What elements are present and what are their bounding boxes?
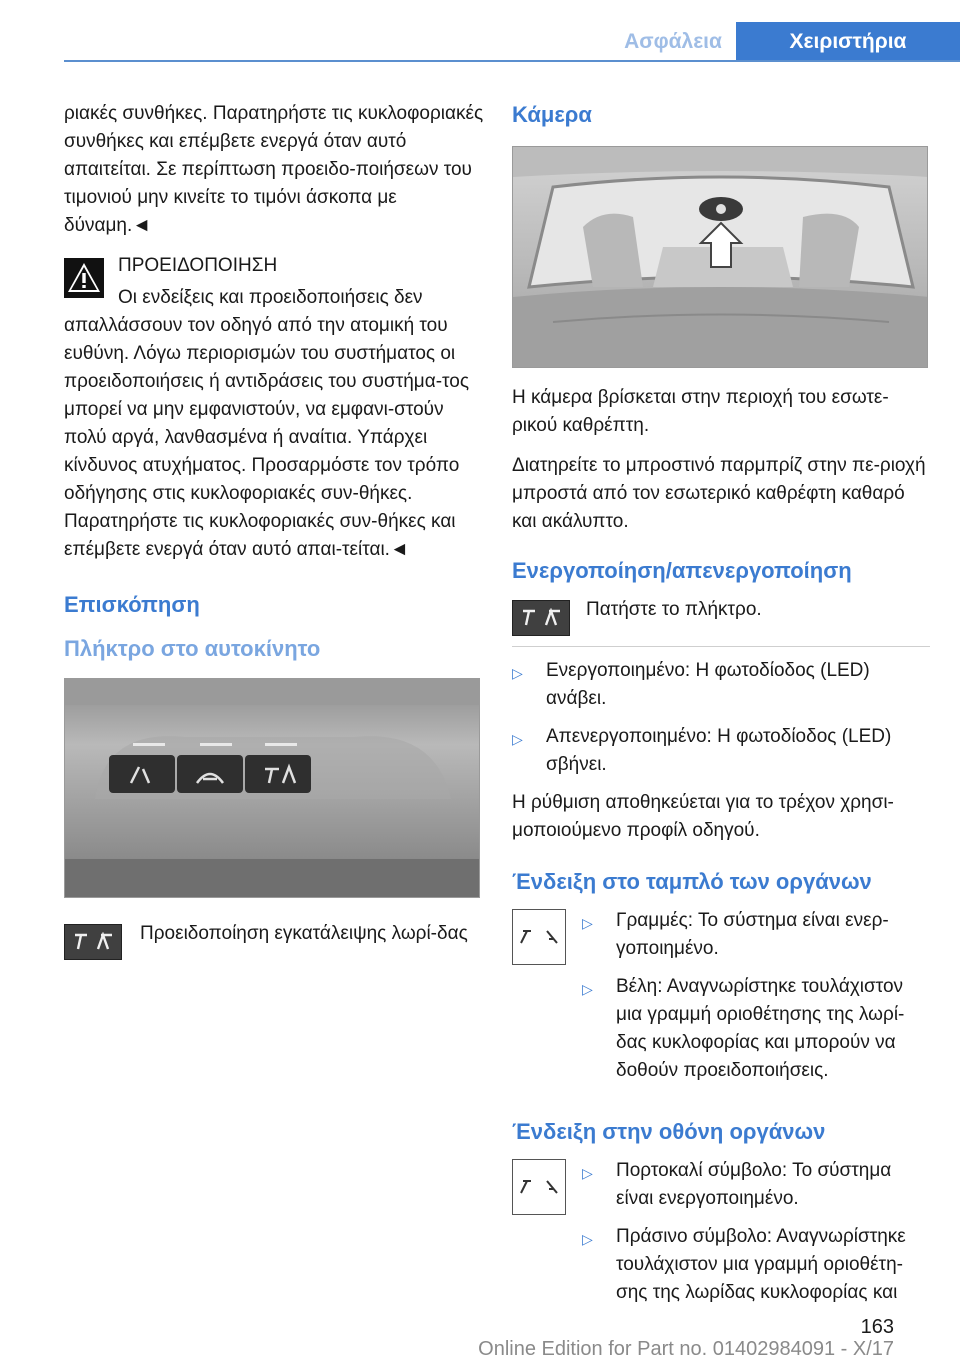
button-panel-photo xyxy=(64,678,480,898)
lane-lines-icon xyxy=(512,909,566,965)
camera-location-text: Η κάμερα βρίσκεται στην περιοχή του εσωτε-ρικού καθρέπτη. xyxy=(512,387,889,436)
bullet-arrows xyxy=(582,973,930,1085)
tab-controls[interactable]: Χειριστήρια xyxy=(736,22,960,62)
lane-departure-button-icon-small xyxy=(512,600,570,636)
button-panel-illustration xyxy=(65,679,480,898)
heading-camera: Κάμερα xyxy=(512,102,592,127)
bullet-activated xyxy=(512,657,930,713)
bullet-text: Πορτοκαλί σύμβολο: Το σύστημα είναι ενεργοποιημένο. xyxy=(616,1160,892,1209)
warning-block xyxy=(64,252,484,564)
warning-triangle-icon xyxy=(64,258,104,298)
bullet-green-symbol xyxy=(582,1223,930,1307)
heading-overview: Επισκόπηση xyxy=(64,592,200,617)
bullet-text: Ενεργοποιημένο: Η φωτοδίοδος (LED) ανάβει. xyxy=(546,660,870,709)
bullet-triangle-icon: ▷ xyxy=(582,1231,593,1247)
page-footer xyxy=(0,1316,960,1362)
camera-illustration xyxy=(513,147,928,368)
bullet-text: Πράσινο σύμβολο: Αναγνωρίστηκε τουλάχιστον μια γραμμή οριοθέτη-σης της λωρίδας κυκλοφορίας και xyxy=(616,1226,906,1303)
page-header xyxy=(0,0,960,64)
camera-clean-text: Διατηρείτε το μπροστινό παρμπρίζ στην πε-ριοχή μπροστά από τον εσωτερικό καθρέφτη καθαρό και ακάλυπτο. xyxy=(512,455,926,532)
right-column xyxy=(512,100,930,1327)
lane-departure-button-icon xyxy=(64,924,122,960)
section-divider xyxy=(512,646,930,647)
press-button-text: Πατήστε το πλήκτρο. xyxy=(586,599,762,620)
heading-cluster-display: Ένδειξη στο ταμπλό των οργάνων xyxy=(512,869,872,894)
stored-setting-text: Η ρύθμιση αποθηκεύεται για το τρέχον χρησι-μοποιούμενο προφίλ οδηγού. xyxy=(512,792,894,841)
bullet-triangle-icon: ▷ xyxy=(512,731,523,747)
bullet-triangle-icon: ▷ xyxy=(512,665,523,681)
lane-departure-caption xyxy=(64,920,484,960)
page-number: 163 xyxy=(860,1316,894,1338)
tab-safety[interactable]: Ασφάλεια xyxy=(610,22,736,62)
header-divider xyxy=(64,60,960,62)
left-column xyxy=(64,100,484,970)
lane-departure-caption-text: Προειδοποίηση εγκατάλειψης λωρί-δας xyxy=(140,923,468,944)
bullet-text: Γραμμές: Το σύστημα είναι ενερ-γοποιημένο. xyxy=(616,910,889,959)
heading-vehicle-button: Πλήκτρο στο αυτοκίνητο xyxy=(64,636,321,661)
bullet-triangle-icon: ▷ xyxy=(582,981,593,997)
bullet-triangle-icon: ▷ xyxy=(582,1165,593,1181)
lane-lines-icon xyxy=(512,1159,566,1215)
cluster-display-row xyxy=(512,907,930,1095)
heading-activation: Ενεργοποίηση/απενεργοποίηση xyxy=(512,558,852,583)
warning-title: ΠΡΟΕΙΔΟΠΟΙΗΣΗ xyxy=(118,255,278,276)
heading-screen-display: Ένδειξη στην οθόνη οργάνων xyxy=(512,1119,826,1144)
bullet-triangle-icon: ▷ xyxy=(582,915,593,931)
screen-bullets xyxy=(582,1157,930,1317)
bullet-text: Βέλη: Αναγνωρίστηκε τουλάχιστον μια γραμμή οριοθέτησης της λωρί-δας κυκλοφορίας και μπορούν να δοθούν προειδοποιήσεις. xyxy=(616,976,905,1081)
bullet-orange-symbol xyxy=(582,1157,930,1213)
press-button-row xyxy=(512,596,930,636)
cluster-bullets xyxy=(582,907,930,1095)
camera-photo xyxy=(512,146,928,368)
intro-paragraph: ριακές συνθήκες. Παρατηρήστε τις κυκλοφοριακές συνθήκες και επέμβετε ενεργά όταν αυτό απαιτείται. Σε περίπτωση προειδο-ποιήσεων του τιμονιού μην κινείτε το τιμόνι άσκοπα με δύναμη.◄ xyxy=(64,103,484,236)
edition-text: Online Edition for Part no. 01402984091 - X/17 xyxy=(478,1338,894,1360)
bullet-deactivated xyxy=(512,723,930,779)
warning-text: Οι ενδείξεις και προειδοποιήσεις δεν απαλλάσσουν τον οδηγό από την ατομική του ευθύνη. Λόγω περιορισμών του συστήματος οι προειδοποιήσεις ή αντιδράσεις του συστήμα-τος μπορεί να μην εμφανιστούν, να εμφανι-στούν πολύ αργά, λανθασμένα ή αναίτια. Υπάρχει κίνδυνος ατυχήματος. Προσαρμόστε τον τρόπο οδήγησης στις κυκλοφοριακές συν-θήκες. Παρατηρήστε τις κυκλοφοριακές συν-θήκες και επέμβετε ενεργά όταν αυτό απαι-τείται.◄ xyxy=(64,287,469,560)
screen-display-row xyxy=(512,1157,930,1317)
bullet-text: Απενεργοποιημένο: Η φωτοδίοδος (LED) σβήνει. xyxy=(546,726,892,775)
bullet-lines xyxy=(582,907,930,963)
